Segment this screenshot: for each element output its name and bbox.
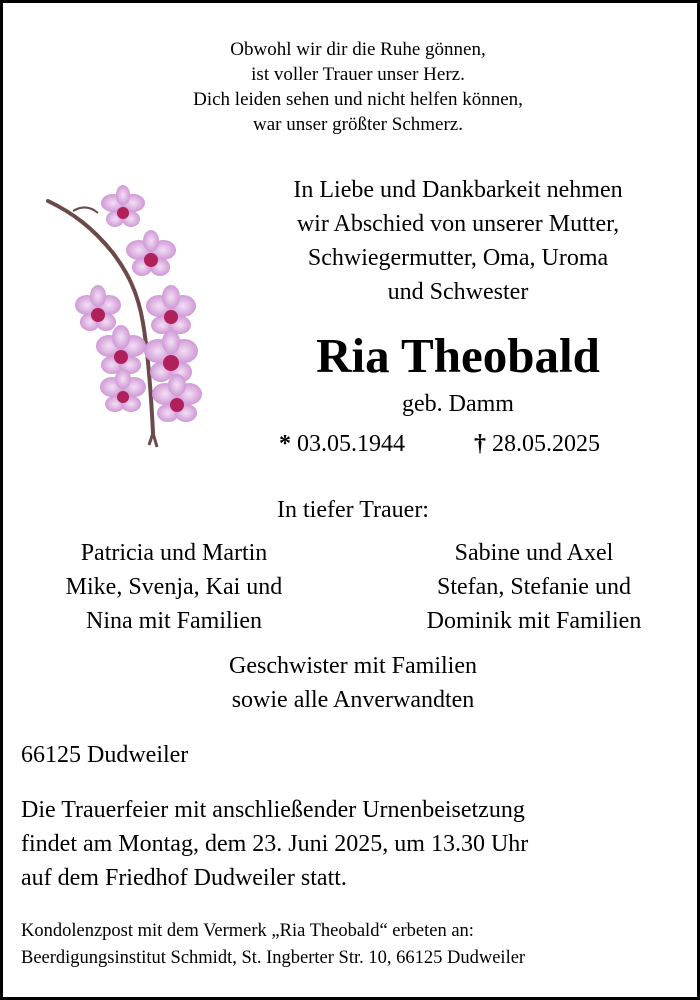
other-mourners: [153, 649, 553, 717]
death-cross-icon: †: [474, 431, 486, 457]
birth-date-line: [279, 428, 405, 460]
mourner-line: Mike, Svenja, Kai und: [65, 574, 283, 600]
mourner-line: Geschwister mit Familien: [229, 653, 477, 679]
flower: [75, 285, 121, 331]
death-date-line: [474, 428, 600, 460]
orchid-branch-icon: [43, 183, 213, 453]
mourner-line: Patricia und Martin: [80, 540, 268, 566]
mourner-line: Sabine und Axel: [454, 540, 614, 566]
mourner-line: Nina mit Familien: [86, 608, 262, 634]
poem-line: war unser größter Schmerz.: [253, 114, 463, 135]
condolence-line: Beerdigungsinstitut Schmidt, St. Ingberter Str. 10, 66125 Dudweiler: [21, 948, 526, 968]
service-line: findet am Montag, dem 23. Juni 2025, um 13.30 Uhr: [21, 831, 529, 857]
flower: [144, 330, 198, 382]
death-date: 28.05.2025: [492, 431, 600, 457]
mourner-line: sowie alle Anverwandten: [231, 687, 475, 713]
condolence-line: Kondolenzpost mit dem Vermerk „Ria Theobald“ erbeten an:: [21, 921, 474, 941]
intro-line: und Schwester: [387, 279, 529, 305]
condolence-info: [21, 918, 693, 972]
service-line: Die Trauerfeier mit anschließender Urnenbeisetzung: [21, 797, 525, 823]
deceased-name: Ria Theobald: [316, 328, 600, 383]
mourner-line: Stefan, Stefanie und: [437, 574, 631, 600]
flower: [101, 185, 145, 227]
mourners-left-column: [21, 536, 327, 638]
flower: [126, 230, 176, 276]
flower: [146, 285, 196, 334]
birth-date: 03.05.1944: [297, 431, 405, 457]
intro-line: wir Abschied von unserer Mutter,: [296, 211, 620, 237]
poem: [63, 37, 653, 137]
intro-line: Schwiegermutter, Oma, Uroma: [307, 245, 609, 271]
mourners-right-column: [381, 536, 687, 638]
flower: [96, 325, 146, 374]
mourner-line: Dominik mit Familien: [426, 608, 642, 634]
flower: [100, 369, 146, 412]
birth-star-icon: *: [279, 431, 291, 457]
intro-line: In Liebe und Dankbarkeit nehmen: [293, 177, 623, 203]
maiden-name: geb. Damm: [402, 391, 514, 417]
poem-line: ist voller Trauer unser Herz.: [251, 64, 465, 85]
service-line: auf dem Friedhof Dudweiler statt.: [21, 865, 347, 891]
poem-line: Dich leiden sehen und nicht helfen können,: [193, 89, 523, 110]
poem-line: Obwohl wir dir die Ruhe gönnen,: [230, 39, 486, 60]
farewell-intro: [225, 173, 691, 309]
location: 66125 Dudweiler: [21, 742, 189, 768]
funeral-service-info: [21, 793, 691, 895]
mourning-heading: In tiefer Trauer:: [277, 497, 429, 523]
